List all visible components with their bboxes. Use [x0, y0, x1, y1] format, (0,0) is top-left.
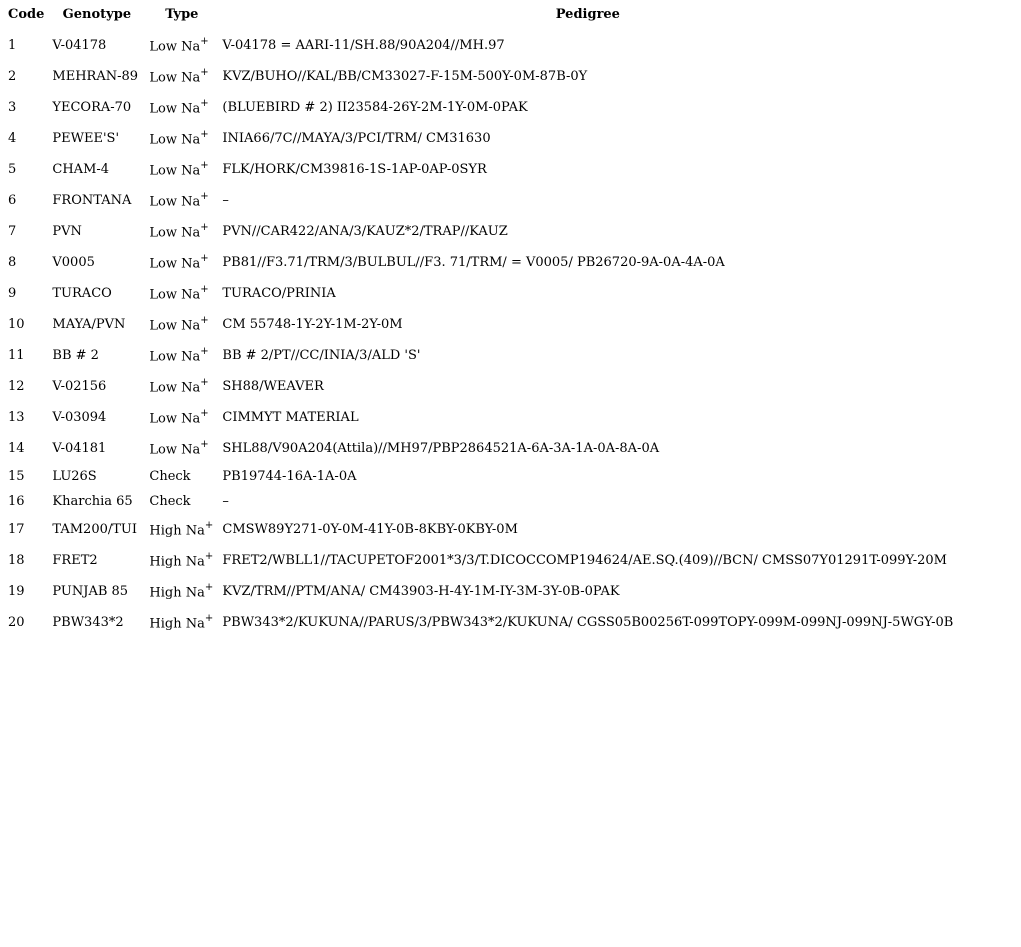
sodium-ion-superscript: +: [200, 439, 209, 451]
table-body: [4, 31, 957, 639]
cell-code: 7: [8, 224, 17, 240]
cell-code: 18: [8, 553, 25, 569]
cell-type: [145, 465, 218, 490]
cell-genotype: BB # 2: [52, 348, 99, 364]
cell-genotype: PVN: [52, 224, 82, 240]
cell-pedigree: V-04178 = AARI-11/SH.88/90A204//MH.97: [222, 38, 505, 54]
cell-genotype: LU26S: [52, 469, 97, 485]
cell-pedigree: CIMMYT MATERIAL: [222, 410, 359, 426]
table-row: [4, 372, 957, 403]
cell-type-label: High Na: [149, 554, 205, 570]
header-code: Code: [8, 7, 45, 22]
cell-type: [145, 186, 218, 217]
cell-type-label: High Na: [149, 523, 205, 539]
cell-type: [145, 310, 218, 341]
sodium-ion-superscript: +: [204, 551, 214, 563]
cell-code: 10: [8, 317, 25, 333]
cell-code: 5: [8, 162, 17, 178]
sodium-ion-superscript: +: [200, 67, 209, 79]
cell-type-label: Low Na: [149, 287, 201, 303]
cell-genotype: MAYA/PVN: [52, 317, 126, 333]
cell-type-label: Low Na: [149, 163, 201, 179]
cell-pedigree: PB19744-16A-1A-0A: [222, 469, 357, 485]
table-header: [4, 4, 957, 31]
cell-type: [145, 341, 218, 372]
cell-type-label: Low Na: [149, 132, 201, 148]
cell-code: 19: [8, 584, 25, 600]
cell-code: 4: [8, 131, 17, 147]
cell-type: [145, 62, 218, 93]
cell-pedigree: BB # 2/PT//CC/INIA/3/ALD 'S': [222, 348, 421, 364]
cell-code: 20: [8, 615, 25, 631]
cell-code: 8: [8, 255, 17, 271]
sodium-ion-superscript: +: [200, 129, 209, 141]
cell-code: 2: [8, 69, 17, 85]
cell-code: 9: [8, 286, 17, 302]
cell-type-label: Check: [149, 494, 191, 510]
cell-code: 12: [8, 379, 25, 395]
cell-genotype: Kharchia 65: [52, 494, 133, 510]
table-row: [4, 217, 957, 248]
cell-type-label: Low Na: [149, 349, 201, 365]
cell-type-label: High Na: [149, 585, 205, 601]
table-row: [4, 515, 957, 546]
cell-type: [145, 546, 218, 577]
sodium-ion-superscript: +: [200, 160, 209, 172]
table-row: [4, 248, 957, 279]
header-genotype: Genotype: [62, 7, 132, 22]
cell-pedigree: KVZ/TRM//PTM/ANA/ CM43903-H-4Y-1M-IY-3M-3Y-0B-0PAK: [222, 584, 620, 600]
cell-type: [145, 434, 218, 465]
table-row: [4, 124, 957, 155]
cell-type: [145, 217, 218, 248]
sodium-ion-superscript: +: [200, 315, 209, 327]
cell-genotype: YECORA-70: [52, 100, 132, 116]
cell-type: [145, 279, 218, 310]
genotype-table: [4, 4, 957, 639]
cell-genotype: V0005: [52, 255, 95, 271]
sodium-ion-superscript: +: [200, 346, 209, 358]
table-row: [4, 62, 957, 93]
table-row: [4, 577, 957, 608]
sodium-ion-superscript: +: [200, 408, 209, 420]
sodium-ion-superscript: +: [204, 520, 214, 532]
header-row: [4, 4, 957, 31]
cell-genotype: PUNJAB 85: [52, 584, 129, 600]
cell-type: [145, 608, 218, 639]
cell-type-label: Low Na: [149, 318, 201, 334]
table-row: [4, 546, 957, 577]
cell-code: 6: [8, 193, 17, 209]
cell-genotype: FRONTANA: [52, 193, 132, 209]
table-row: [4, 155, 957, 186]
cell-pedigree: –: [222, 494, 229, 510]
cell-type: [145, 490, 218, 515]
sodium-ion-superscript: +: [200, 253, 209, 265]
cell-type-label: Low Na: [149, 225, 201, 241]
cell-genotype: FRET2: [52, 553, 98, 569]
cell-type: [145, 155, 218, 186]
cell-genotype: CHAM-4: [52, 162, 110, 178]
cell-type: [145, 248, 218, 279]
header-pedigree: Pedigree: [555, 7, 620, 22]
cell-pedigree: FLK/HORK/CM39816-1S-1AP-0AP-0SYR: [222, 162, 487, 178]
cell-type: [145, 124, 218, 155]
cell-pedigree: –: [222, 193, 229, 209]
cell-pedigree: PVN//CAR422/ANA/3/KAUZ*2/TRAP//KAUZ: [222, 224, 508, 240]
cell-type: [145, 31, 218, 62]
cell-pedigree: (BLUEBIRD # 2) II23584-26Y-2M-1Y-0M-0PAK: [222, 100, 528, 116]
table-row: [4, 465, 957, 490]
cell-type: [145, 515, 218, 546]
cell-type-label: Low Na: [149, 442, 201, 458]
cell-pedigree: PBW343*2/KUKUNA//PARUS/3/PBW343*2/KUKUNA/ CGSS05B00256T-099TOPY-099M-099NJ-099NJ-5WGY-0B: [222, 615, 954, 631]
cell-type-label: Low Na: [149, 194, 201, 210]
cell-code: 16: [8, 494, 25, 510]
sodium-ion-superscript: +: [200, 377, 209, 389]
cell-pedigree: FRET2/WBLL1//TACUPETOF2001*3/3/T.DICOCCOMP194624/AE.SQ.(409)//BCN/ CMSS07Y01291T-099Y-20M: [222, 553, 947, 569]
cell-genotype: PEWEE'S': [52, 131, 120, 147]
table-row: [4, 186, 957, 217]
header-type: Type: [165, 7, 199, 22]
cell-type: [145, 403, 218, 434]
table-row: [4, 490, 957, 515]
cell-code: 13: [8, 410, 25, 426]
cell-code: 3: [8, 100, 17, 116]
cell-type-label: Low Na: [149, 380, 201, 396]
cell-code: 11: [8, 348, 25, 364]
cell-pedigree: CM 55748-1Y-2Y-1M-2Y-0M: [222, 317, 403, 333]
cell-pedigree: SHL88/V90A204(Attila)//MH97/PBP2864521A-6A-3A-1A-0A-8A-0A: [222, 441, 660, 457]
cell-code: 14: [8, 441, 25, 457]
cell-genotype: TAM200/TUI: [52, 522, 138, 538]
cell-code: 1: [8, 38, 17, 54]
table-row: [4, 31, 957, 62]
cell-pedigree: CMSW89Y271-0Y-0M-41Y-0B-8KBY-0KBY-0M: [222, 522, 518, 538]
table-row: [4, 403, 957, 434]
cell-genotype: V-04181: [52, 441, 107, 457]
table-row: [4, 434, 957, 465]
cell-code: 17: [8, 522, 25, 538]
table-row: [4, 341, 957, 372]
sodium-ion-superscript: +: [200, 98, 209, 110]
sodium-ion-superscript: +: [200, 284, 209, 296]
cell-pedigree: SH88/WEAVER: [222, 379, 324, 395]
cell-type: [145, 577, 218, 608]
cell-type-label: Low Na: [149, 101, 201, 117]
cell-genotype: TURACO: [52, 286, 112, 302]
cell-type-label: Low Na: [149, 256, 201, 272]
cell-type: [145, 93, 218, 124]
cell-type-label: High Na: [149, 616, 205, 632]
table-row: [4, 279, 957, 310]
cell-pedigree: PB81//F3.71/TRM/3/BULBUL//F3. 71/TRM/ = V0005/ PB26720-9A-0A-4A-0A: [222, 255, 725, 271]
table-row: [4, 93, 957, 124]
cell-genotype: MEHRAN-89: [52, 69, 139, 85]
table-row: [4, 608, 957, 639]
cell-pedigree: INIA66/7C//MAYA/3/PCI/TRM/ CM31630: [222, 131, 491, 147]
sodium-ion-superscript: +: [204, 613, 214, 625]
cell-type-label: Low Na: [149, 70, 201, 86]
cell-genotype: V-02156: [52, 379, 107, 395]
cell-type-label: Check: [149, 469, 191, 485]
cell-pedigree: TURACO/PRINIA: [222, 286, 336, 302]
cell-pedigree: KVZ/BUHO//KAL/BB/CM33027-F-15M-500Y-0M-87B-0Y: [222, 69, 588, 85]
cell-type-label: Low Na: [149, 39, 201, 55]
sodium-ion-superscript: +: [200, 191, 209, 203]
cell-type: [145, 372, 218, 403]
cell-type-label: Low Na: [149, 411, 201, 427]
cell-genotype: V-04178: [52, 38, 107, 54]
sodium-ion-superscript: +: [200, 222, 209, 234]
sodium-ion-superscript: +: [200, 36, 209, 48]
cell-code: 15: [8, 469, 25, 485]
sodium-ion-superscript: +: [204, 582, 214, 594]
table-row: [4, 310, 957, 341]
cell-genotype: PBW343*2: [52, 615, 124, 631]
cell-genotype: V-03094: [52, 410, 107, 426]
